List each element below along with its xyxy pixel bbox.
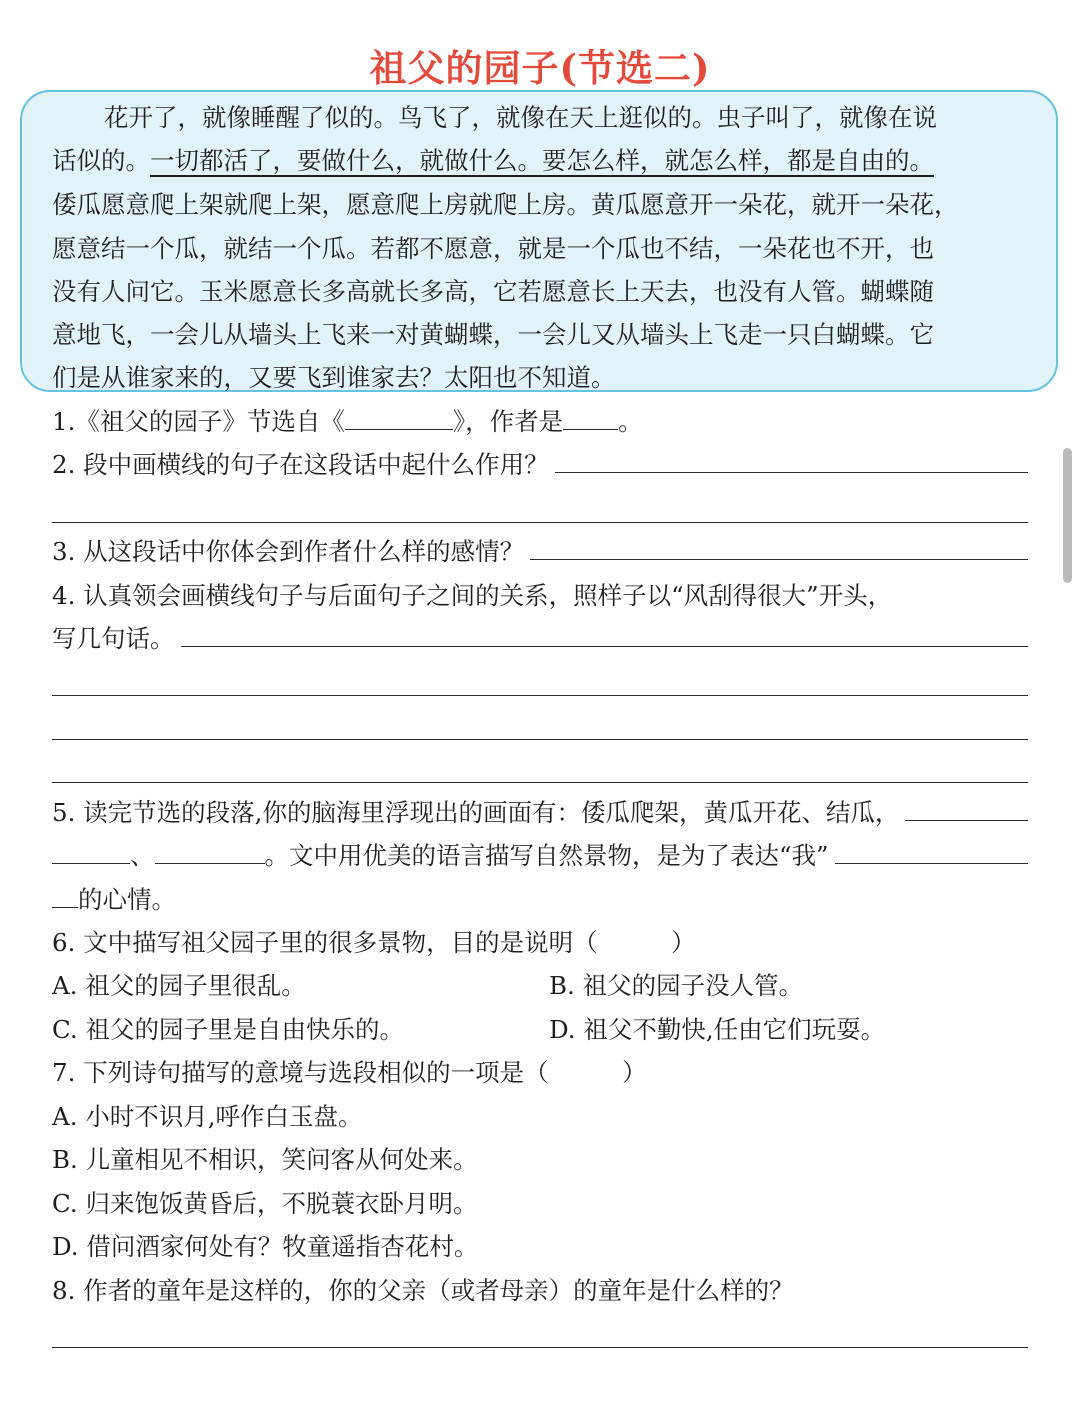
- answer-blank-q5-b[interactable]: [155, 835, 265, 864]
- question-2: [52, 444, 1028, 486]
- answer-blank-book[interactable]: [345, 401, 453, 430]
- passage-line-5: 没有人问它。玉米愿意长多高就长多高，它若愿意长上天去，也没有人管。蝴蝶随: [52, 277, 934, 306]
- scrollbar-thumb[interactable]: [1063, 448, 1072, 583]
- answer-blank-q5-a[interactable]: [905, 792, 1028, 821]
- question-2-text: 2. 段中画横线的句子在这段话中起什么作用？: [52, 450, 549, 479]
- question-8: 8. 作者的童年是这样的，你的父亲（或者母亲）的童年是什么样的？: [52, 1276, 794, 1305]
- question-1-part-c: 。: [618, 407, 643, 436]
- passage-line-4: 愿意结一个瓜，就结一个瓜。若都不愿意，就是一个瓜也不结，一朵花也不开，也: [52, 234, 934, 263]
- question-5-line-3: [52, 879, 1032, 921]
- answer-blank-q5-c[interactable]: [835, 835, 1028, 864]
- passage-line-1: 花开了，就像睡醒了似的。鸟飞了，就像在天上逛似的。虫子叫了，就像在说: [104, 103, 937, 132]
- page-title: 祖父的园子(节选二): [369, 46, 711, 90]
- answer-line-q8[interactable]: [52, 1347, 1028, 1348]
- passage-line-2: [52, 140, 1032, 182]
- question-1-part-b: 》，作者是: [452, 407, 564, 436]
- question-6-option-c[interactable]: C. 祖父的园子里是自由快乐的。: [52, 1015, 404, 1044]
- question-6-stem: 6. 文中描写祖父园子里的很多景物，目的是说明（ ）: [52, 928, 696, 957]
- question-7-stem: 7. 下列诗句描写的意境与选段相似的一项是（ ）: [52, 1058, 647, 1087]
- question-5-separator: 、: [130, 841, 155, 870]
- answer-line-q4-3[interactable]: [52, 782, 1028, 783]
- question-6-option-d[interactable]: D. 祖父不勤快,任由它们玩耍。: [549, 1015, 886, 1044]
- question-1-part-a: 1.《祖父的园子》节选自《: [52, 407, 345, 436]
- passage-line-7: 们是从谁家来的，又要飞到谁家去？太阳也不知道。: [52, 363, 616, 392]
- answer-line-q4-1[interactable]: [52, 695, 1028, 696]
- question-6-option-b[interactable]: B. 祖父的园子没人管。: [549, 971, 804, 1000]
- underlined-sentence: 一切都活了，要做什么，就做什么。要怎么样，就怎么样，都是自由的。: [150, 146, 934, 175]
- question-1: [52, 401, 1032, 443]
- answer-blank-q5-a-cont[interactable]: [52, 835, 130, 864]
- question-7-option-d[interactable]: D. 借问酒家何处有？牧童遥指杏花村。: [52, 1232, 479, 1261]
- question-3: [52, 531, 1028, 573]
- answer-blank-q4[interactable]: [181, 618, 1029, 647]
- question-5-text: 5. 读完节选的段落,你的脑海里浮现出的画面有：倭瓜爬架，黄瓜开花、结瓜，: [52, 798, 900, 827]
- question-4-line-2: [52, 618, 1028, 660]
- answer-blank-q2[interactable]: [555, 444, 1028, 473]
- question-4-line-1: 4. 认真领会画横线句子与后面句子之间的关系，照样子以“风刮得很大”开头，: [52, 581, 893, 610]
- passage-line-3: 倭瓜愿意爬上架就爬上架，愿意爬上房就爬上房。黄瓜愿意开一朵花，就开一朵花，: [52, 190, 959, 219]
- question-3-text: 3. 从这段话中你体会到作者什么样的感情？: [52, 537, 525, 566]
- question-7-option-a[interactable]: A. 小时不识月,呼作白玉盘。: [52, 1102, 363, 1131]
- answer-blank-q5-c-cont[interactable]: [52, 879, 78, 908]
- question-7-option-b[interactable]: B. 儿童相见不相识，笑问客从何处来。: [52, 1145, 478, 1174]
- question-5-line-2: [52, 835, 1028, 877]
- answer-blank-author[interactable]: [563, 401, 618, 430]
- answer-line-q2[interactable]: [52, 522, 1028, 523]
- question-5-middle: 。文中用优美的语言描写自然景物，是为了表达“我”: [264, 841, 829, 870]
- question-4-text: 写几句话。: [52, 624, 175, 653]
- passage-line-2-start: 话似的。: [52, 146, 150, 175]
- answer-line-q4-2[interactable]: [52, 739, 1028, 740]
- question-6-options-row-2: [52, 1009, 1032, 1051]
- question-5-line-1: [52, 792, 1028, 834]
- answer-blank-q3[interactable]: [530, 531, 1028, 560]
- question-6-option-a[interactable]: A. 祖父的园子里很乱。: [52, 971, 306, 1000]
- question-7-option-c[interactable]: C. 归来饱饭黄昏后，不脱蓑衣卧月明。: [52, 1189, 478, 1218]
- question-6-options-row-1: [52, 965, 1032, 1007]
- question-5-end: 的心情。: [78, 885, 176, 914]
- passage-line-6: 意地飞，一会儿从墙头上飞来一对黄蝴蝶，一会儿又从墙头上飞走一只白蝴蝶。它: [52, 320, 934, 349]
